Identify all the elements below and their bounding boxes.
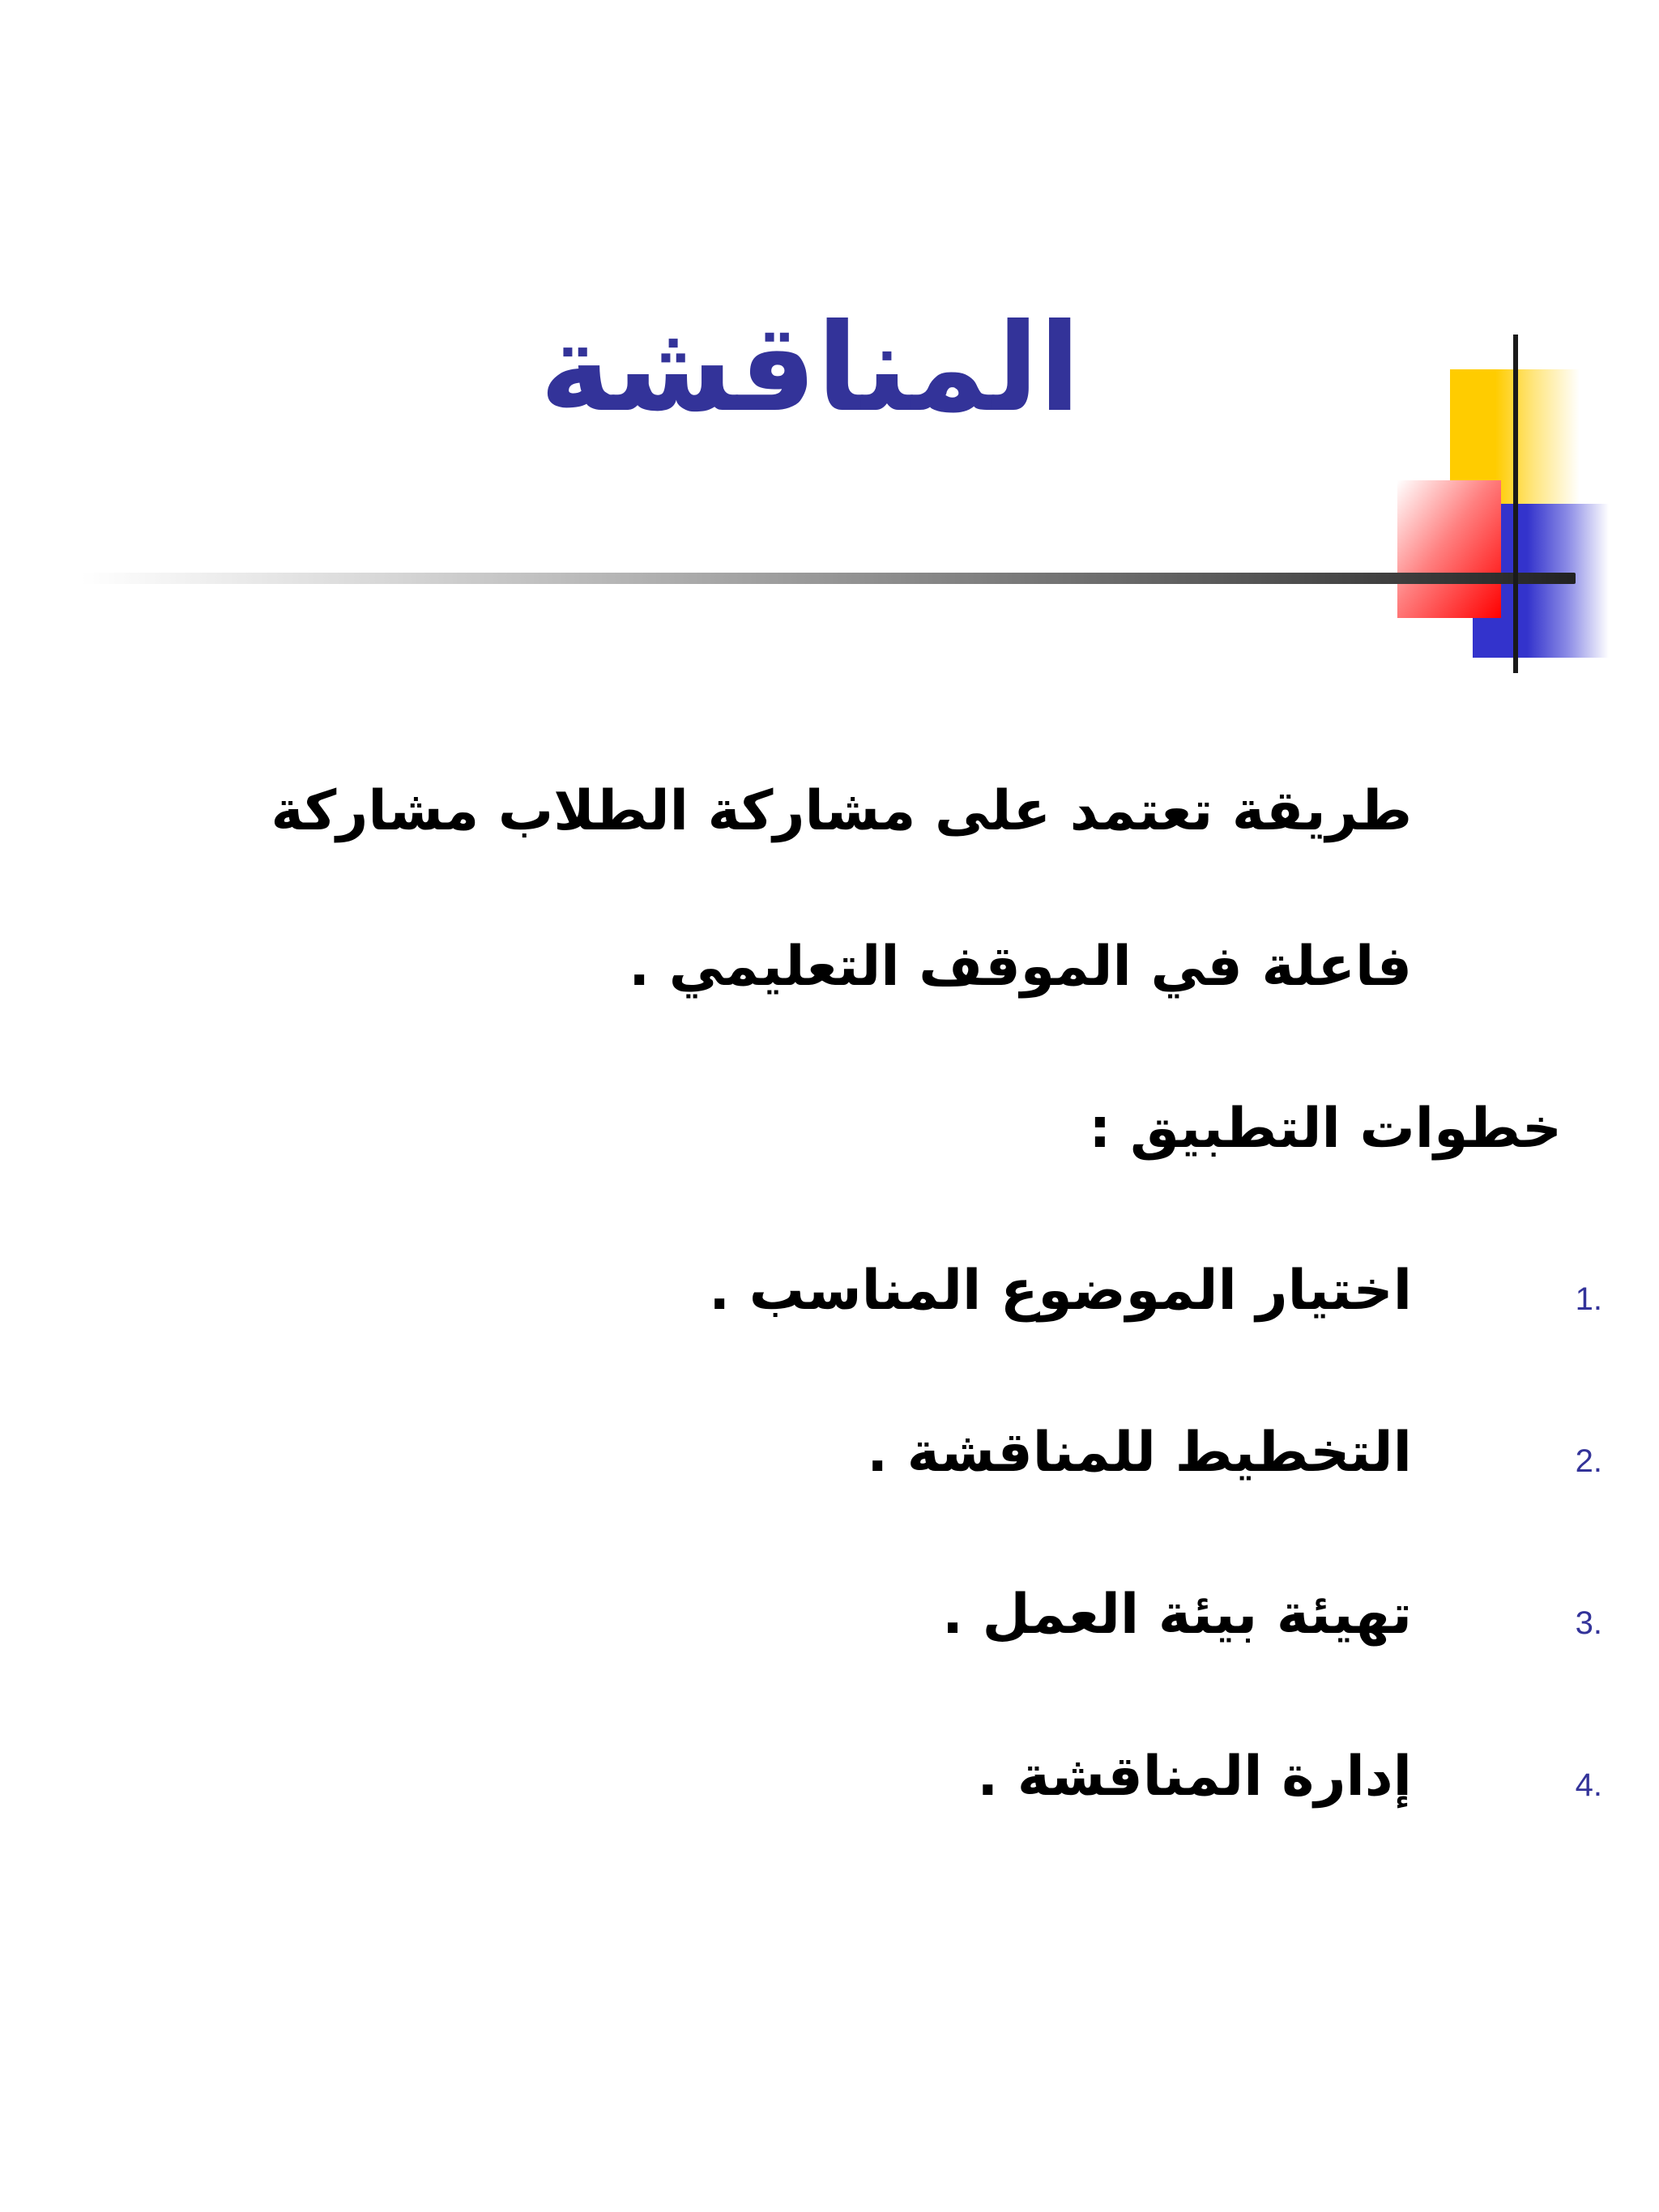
step-item-1: اختيار الموضوع المناسب . xyxy=(709,1259,1412,1323)
definition-line-1: طريقة تعتمد على مشاركة الطلاب مشاركة xyxy=(271,779,1412,843)
decorative-red-square xyxy=(1397,480,1501,618)
slide-title: المناقشة xyxy=(539,298,1081,439)
decorative-vertical-rule xyxy=(1513,335,1518,673)
definition-line-2: فاعلة في الموقف التعليمي . xyxy=(629,935,1412,999)
step-item-4: إدارة المناقشة . xyxy=(977,1745,1412,1809)
step-number-4: 4. xyxy=(1575,1767,1602,1803)
step-number-3: 3. xyxy=(1575,1605,1602,1641)
steps-heading: خطوات التطبيق : xyxy=(1089,1097,1562,1161)
title-underline-rule xyxy=(81,573,1576,584)
step-number-1: 1. xyxy=(1575,1281,1602,1317)
step-item-3: تهيئة بيئة العمل . xyxy=(942,1583,1412,1647)
step-item-2: التخطيط للمناقشة . xyxy=(867,1421,1412,1485)
step-number-2: 2. xyxy=(1575,1443,1602,1479)
